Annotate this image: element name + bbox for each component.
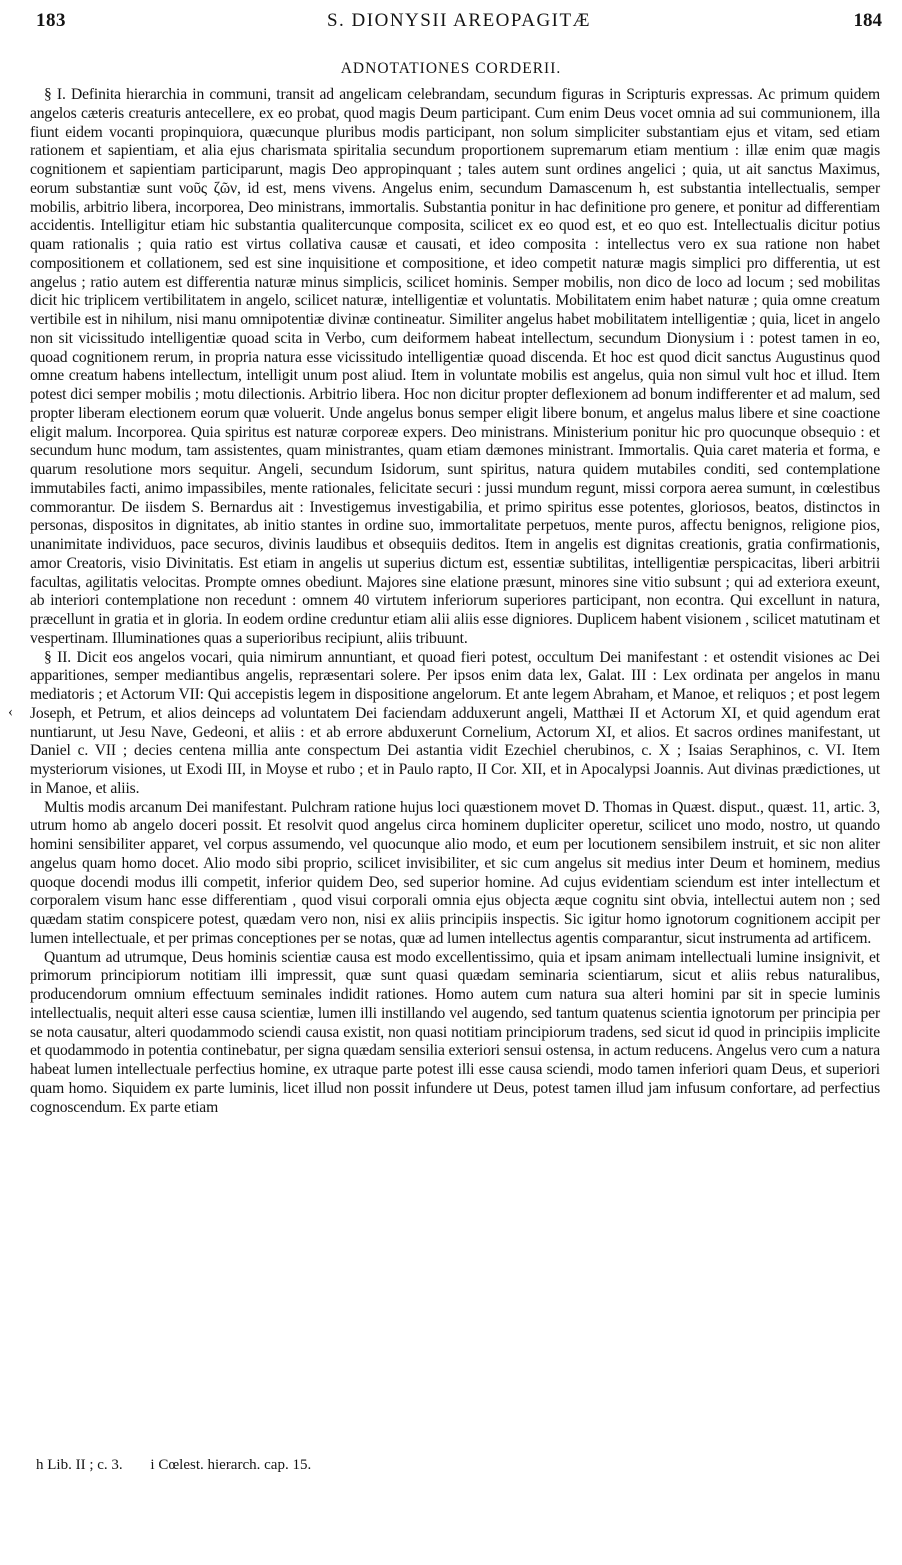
- section-title: ADNOTATIONES CORDERII.: [340, 60, 562, 77]
- paragraph-1: § I. Definita hierarchia in communi, transit ad angelicam celebrandam, secundum figuras in Scripturis expressas. Ac primum quidem angelos cæteris creaturis antecellere, ex eo probat, quod magis Deum participant. Cum enim Deus vocet omnia ad sui communionem, illa fiunt eidem vocanti propinquiora, quæcunque pluribus modis participant, non solum simpliciter substantiam ejus et vitam, sed etiam rationem et sapientiam, et alia ejus charismata spiritalia secundum proportionem supremarum etiam mentium : illæ enim quæ magis cognitionem et sapientiam participarunt, magis Deo appropinquant ; tales autem sunt ordines angelici ; quia, ut ait sanctus Maximus, eorum substantiæ sunt νοῦς ζῶν, id est, mens vivens. Angelus enim, secundum Damascenum h, est substantia intellectualis, semper mobilis, arbitrio libera, incorporea, Deo ministrans, immortalis. Substantia ponitur in hac definitione pro genere, et ponitur ad differentiam accidentis. Intelligitur etiam hic substantia qualitercunque composita, scilicet ex eo quod est, et eo quo est. Intellectualis dicitur potius quam rationalis ; quia ratio est virtus collativa causæ et causati, et ideo composita : intellectus vero ex sua ratione non habet compositionem et collationem, sed est sine inquisitione et compositione, et ideo competit naturæ magis simplici pro differentia, ut est angelus ; ratio autem est differentia naturæ minus simplicis, scilicet hominis. Semper mobilis, non dico de loco ad locum ; sed mobilitas dicit hic triplicem vertibilitatem in angelo, scilicet naturæ, intelligentiæ et voluntatis. Mobilitatem enim habet naturæ ; quia omne creatum vertibile est in nihilum, nisi manu omnipotentiæ divinæ contineatur. Similiter angelus habet mobilitatem intelligentiæ ; quia, licet in angelo non sit vicissitudo intelligentiæ quoad scita in Verbo, cum deiformem habeat intellectum, secundum Dionysium i : potest tamen in eo, quoad cognitionem rerum, in propria natura esse vicissitudo intelligentiæ quoad discenda. Et hoc est quod dicit sanctus Augustinus quod omne creatum habens intellectum, intelligit unum post aliud. Item in voluntate mobilis est angelus, quia non simul vult hoc et illud. Item potest dici semper mobilis ; motu dilectionis. Arbitrio libera. Hoc non dicitur propter deflexionem ad bonum indifferenter et ad malum, sed propter liberam electionem eorum quæ voluerit. Unde angelus bonus semper eligit libere bonum, et angelus malus libere et sine coactione eligit malum. Incorporea. Quia spiritus est naturæ corporeæ expers. Deo ministrans. Ministerium ponitur hic pro quocunque obsequio : et secundum hunc modum, tam assistentes, quam ministrantes, quam etiam dæmones ministrant. Immortalis. Quia caret materia et forma, e quarum resolutione mors sequitur. Angeli, secundum Isidorum, sunt spiritus, natura quidem mutabiles conditi, sed contemplatione immutabiles facti, animo impassibiles, mente rationales, felicitate securi : jussi mundum regunt, missi corpora aerea sumunt, in cœlestibus commorantur. De iisdem S. Bernardus ait : Investigemus investigabilia, et primo spiritus esse potentes, gloriosos, beatos, distinctos in personas, dispositos in dignitates, ab initio stantes in ordine suo, immortalitate perpetuos, mente puros, affectu benignos, religione pios, unanimitate individuos, pace securos, divinis laudibus et obsequiis deditos. Item in angelis est dignitas creationis, gratia confirmationis, amor Creatoris, visio Divinitatis. Est etiam in angelis ut superius dictum est, essentiæ subtilitas, intelligentiæ perspicacitas, liberi arbitrii facultas, agilitatis velocitas. Prompte omnes obediunt. Majores sine elatione præsunt, minores sine vitio subsunt ; qui ad exteriora exeunt, ab interiori contemplatione non recedunt : omnem 40 virtutem inferiorum superiores participant, non econtra. Qui excellunt in natura, præcellunt in gratia et in gloria. In eodem ordine creduntur etiam alii aliis esse digniores. Duplicem habent visionem , scilicet matutinam et vespertinam. Illuminationes quas a superioribus recipiunt, aliis tribuunt.: [30, 86, 880, 647]
- paragraph-2: § II. Dicit eos angelos vocari, quia nimirum annuntiant, et quoad fieri potest, occultum Dei manifestant : et ostendit visiones ac Dei apparitiones, semper mediantibus angelis, repræsentari solere. Per ipsos enim data lex, Galat. III : Lex ordinata per angelos in manu mediatoris ; et Actorum VII: Qui accepistis legem in dispositione angelorum. Et ante legem Abraham, et Manoe, et reliquos ; et post legem Joseph, et Petrum, et alios deinceps ad voluntatem Dei faciendam adduxerunt angeli, Matthæi II et Actorum XI, et quid agendum erat nuntiarunt, ut Jesu Nave, Gedeoni, et aliis : et ab errore abduxerunt Cornelium, Actorum XI, et alios. Et sacros ordines manifestant, ut Daniel c. VII ; decies centena millia ante conspectum Dei astantia vidit Ezechiel cherubinos, c. X ; Isaias Seraphinos, c. VI. Item mysteriorum visiones, ut Exodi III, in Moyse et rubo ; et in Paulo rapto, II Cor. XII, et in Apocalypsi Joannis. Aut divinas prædictiones, ut in Manoe, et aliis.: [30, 648, 880, 797]
- footnote-h: h Lib. II ; c. 3.: [36, 1457, 123, 1473]
- running-title: S. DIONYSII AREOPAGITÆ: [326, 10, 591, 31]
- footnote-i: i Cœlest. hierarch. cap. 15.: [150, 1457, 312, 1473]
- page-number-right: 184: [853, 10, 882, 31]
- footnotes: [36, 1457, 876, 1474]
- body-text: [30, 86, 880, 1117]
- page-number-left: 183: [36, 10, 66, 31]
- running-head: [36, 10, 882, 40]
- margin-mark: ‹: [8, 704, 13, 720]
- paragraph-4: Quantum ad utrumque, Deus hominis scientiæ causa est modo excellentissimo, quia et ipsam animam intellectuali lumine insignivit, et primorum principiorum notitiam illi impressit, quæ sunt quasi quædam seminaria scientiarum, sicut et aliis rebus naturalibus, producendorum omnium effectuum seminales indidit rationes. Homo autem cum natura sua alteri homini par sit in specie luminis intellectualis, nequit alteri esse causa scientiæ, lumen illi instillando vel augendo, sed tantum quatenus scientia ignotorum per principia per se nota causatur, alteri quodammodo sciendi causa existit, non quasi notitiam principiorum tradens, sed sicut id quod in principiis implicite et quodammodo in potentia continebatur, per signa quædam sensilia exteriori sensui ostensa, in actum reducens. Angelus vero cum a natura habeat lumen intellectuale perfectius homine, ex utraque parte potest illi esse causa sciendi, modo tamen inferiori quam Deus, et superiori quam homo. Siquidem ex parte luminis, licet illud non possit infundere ut Deus, potest tamen illud jam infusum confortare, ad perfectius cognoscendum. Ex parte etiam: [30, 948, 880, 1116]
- paragraph-3: Multis modis arcanum Dei manifestant. Pulchram ratione hujus loci quæstionem movet D. Thomas in Quæst. disput., quæst. 11, artic. 3, utrum homo ab angelo doceri possit. Et resolvit quod angelus circa hominem dupliciter operetur, scilicet uno modo, nostro, ut quando homini sensibiliter apparet, vel corpus assumendo, vel quocunque alio modo, et eum per locutionem sensibilem instruit, et sic non aliter angelus quam homo docet. Alio modo sibi proprio, scilicet invisibiliter, et sic cum angelus sit medius inter Deum et hominem, medius quoque docendi modus illi competit, inferior quidem Deo, sed superior homine. Ad cujus evidentiam sciendum est inter intellectum et corporalem visum hanc esse differentiam , quod visui corporali omnia ejus objecta æque cognitu sint obvia, intellectui autem non ; sed quædam statim conspicere potest, quædam vero non, nisi ex aliis principiis inspectis. Sic igitur homo ignotorum cognitionem accipit per lumen intellectuale, et per primas conceptiones per se notas, quæ ad lumen intellectus agentis comparantur, sicut instrumenta ad artificem.: [30, 798, 880, 947]
